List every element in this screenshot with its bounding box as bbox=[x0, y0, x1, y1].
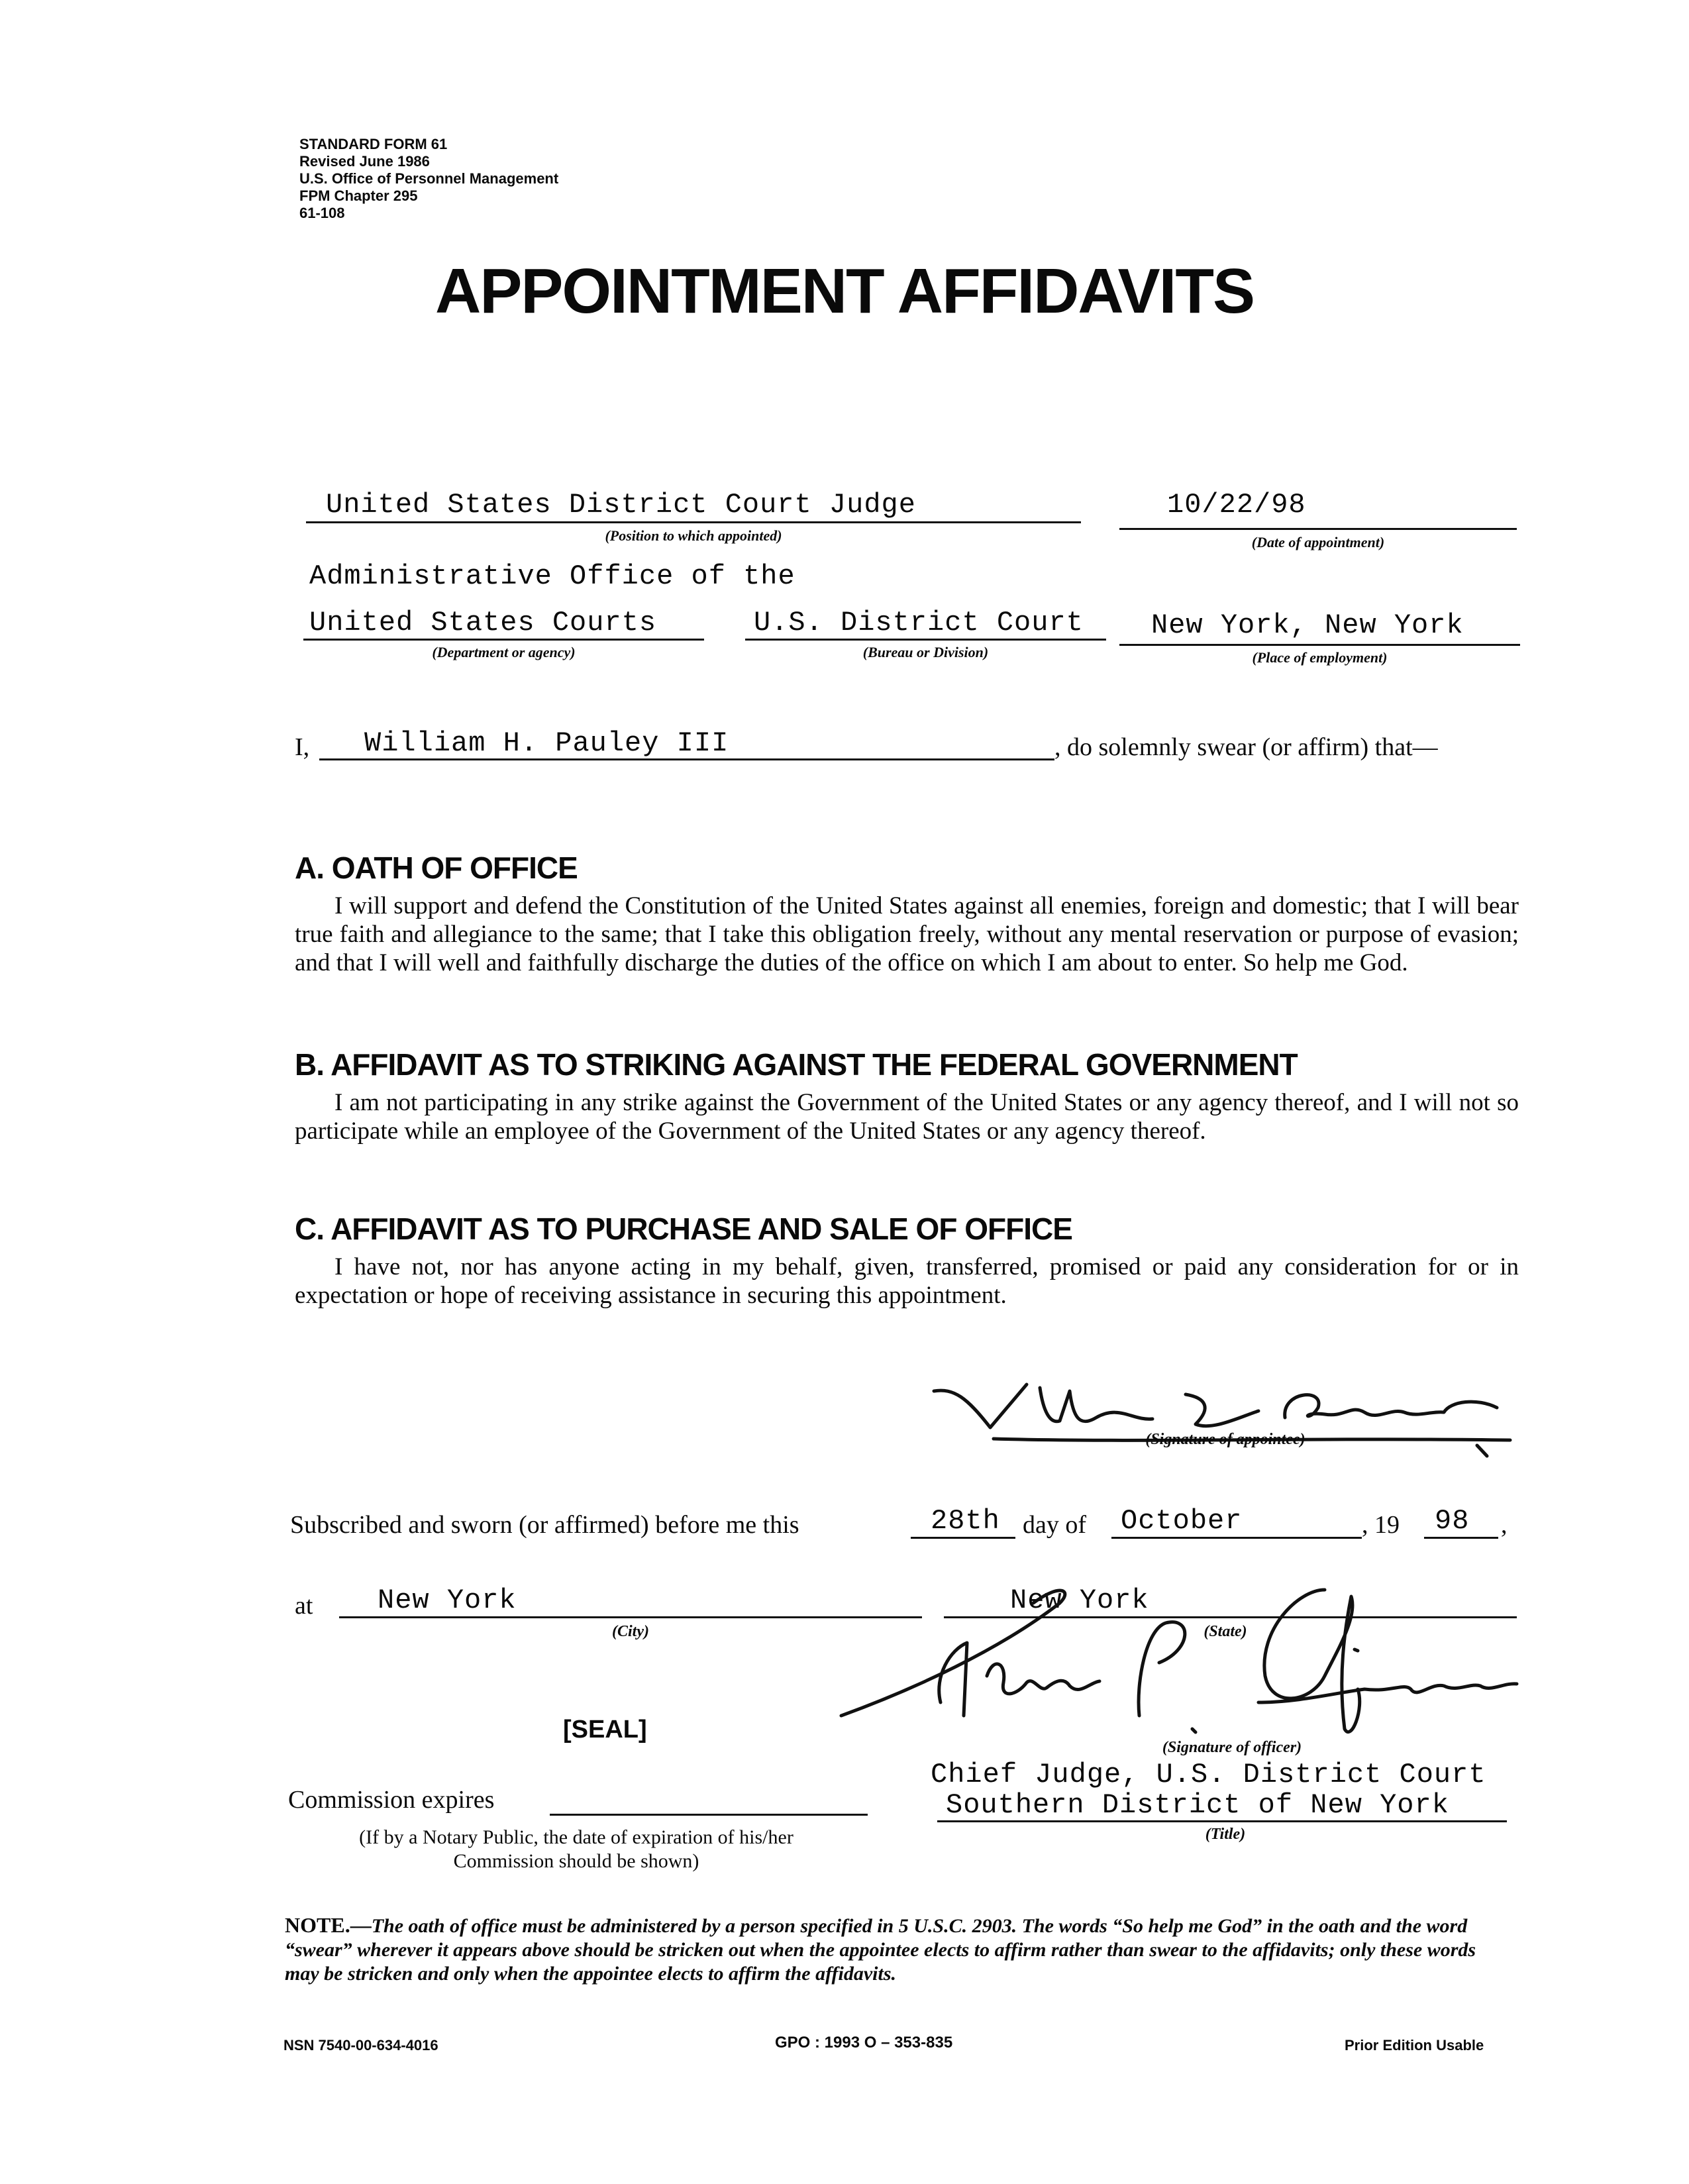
commission-line bbox=[550, 1814, 868, 1816]
bureau-caption: (Bureau or Division) bbox=[862, 644, 989, 660]
sworn-year-suffix: , bbox=[1501, 1511, 1508, 1539]
date-line bbox=[1119, 528, 1517, 530]
form-header bbox=[299, 136, 558, 222]
section-c-text bbox=[295, 1253, 1519, 1310]
footnote-text: The oath of office must be administered by a person specified in 5 U.S.C. 2903. The words “So help me God” in the oath and the word “swear” wherever it appears above should be stricken out when the appointee elects to affirm rather than swear to the affidavits; only these words may be stricken and only when the appointee elects to affirm the affidavits. bbox=[285, 1915, 1476, 1985]
department-value-line1: Administrative Office of the bbox=[309, 560, 795, 592]
appointee-name: William H. Pauley III bbox=[364, 727, 729, 759]
sworn-year-prefix: , 19 bbox=[1362, 1511, 1400, 1539]
form-number: STANDARD FORM 61 bbox=[299, 136, 448, 152]
commission-label: Commission expires bbox=[288, 1786, 495, 1814]
oath-prefix: I, bbox=[295, 733, 310, 761]
city-caption: (City) bbox=[612, 1623, 649, 1640]
officer-title-line bbox=[937, 1820, 1507, 1822]
officer-title-line1: Chief Judge, U.S. District Court bbox=[931, 1759, 1486, 1791]
section-c-title: C. AFFIDAVIT AS TO PURCHASE AND SALE OF OFFICE bbox=[295, 1212, 1072, 1246]
sworn-day-line bbox=[911, 1537, 1015, 1539]
sworn-day: 28th bbox=[931, 1505, 1000, 1537]
department-value-line2: United States Courts bbox=[309, 607, 657, 639]
sworn-year: 98 bbox=[1435, 1505, 1470, 1537]
footer-prior-edition: Prior Edition Usable bbox=[1345, 2037, 1484, 2054]
officer-signature-caption: (Signature of officer) bbox=[1162, 1739, 1302, 1756]
department-line bbox=[303, 639, 704, 641]
officer-signature bbox=[835, 1577, 1523, 1749]
section-a-body: I will support and defend the Constitution of the United States against all enemies, foreign and domestic; that I will bear true faith and allegiance to the same; that I take this obligation freely, without any mental reservation or purpose of evasion; and that I will well and faithfully discharge the duties of the office on which I am about to enter. So help me God. bbox=[295, 892, 1519, 976]
officer-title-caption: (Title) bbox=[1205, 1826, 1246, 1843]
bureau-value: U.S. District Court bbox=[754, 607, 1084, 639]
sworn-year-line bbox=[1424, 1537, 1498, 1539]
form-agency: U.S. Office of Personnel Management bbox=[299, 170, 559, 187]
officer-title-line2: Southern District of New York bbox=[946, 1789, 1449, 1821]
section-a-title: A. OATH OF OFFICE bbox=[295, 851, 578, 885]
section-b-text bbox=[295, 1088, 1519, 1145]
seal-label: [SEAL] bbox=[563, 1716, 647, 1743]
sworn-month: October bbox=[1121, 1505, 1243, 1537]
form-revision: Revised June 1986 bbox=[299, 153, 430, 170]
appointee-name-line bbox=[319, 758, 1054, 760]
state-caption: (State) bbox=[1203, 1623, 1247, 1640]
date-caption: (Date of appointment) bbox=[1251, 534, 1385, 550]
appointee-signature bbox=[927, 1371, 1517, 1464]
section-a-text bbox=[295, 892, 1519, 977]
city-value: New York bbox=[378, 1585, 517, 1616]
department-caption: (Department or agency) bbox=[432, 644, 576, 660]
footnote bbox=[285, 1913, 1504, 1986]
footnote-label: NOTE.— bbox=[285, 1913, 372, 1937]
footer-nsn: NSN 7540-00-634-4016 bbox=[283, 2037, 438, 2054]
place-line bbox=[1119, 644, 1520, 646]
section-b-body: I am not participating in any strike against the Government of the United States or any agency thereof, and I will not so participate while an employee of the Government of the United States or any agency thereof. bbox=[295, 1089, 1519, 1145]
state-value: New York bbox=[1010, 1585, 1149, 1616]
section-c-body: I have not, nor has anyone acting in my behalf, given, transferred, promised or paid any consideration for or in expectation or hope of receiving assistance in securing this appointment. bbox=[295, 1253, 1519, 1309]
section-b-title: B. AFFIDAVIT AS TO STRIKING AGAINST THE FEDERAL GOVERNMENT bbox=[295, 1047, 1298, 1082]
sworn-day-of: day of bbox=[1023, 1511, 1087, 1539]
footer-gpo: GPO : 1993 O – 353-835 bbox=[775, 2034, 953, 2052]
at-label: at bbox=[295, 1592, 313, 1620]
date-value: 10/22/98 bbox=[1167, 489, 1306, 521]
commission-note-line2: Commission should be shown) bbox=[453, 1850, 699, 1872]
commission-note bbox=[285, 1826, 868, 1873]
appointee-signature-caption: (Signature of appointee) bbox=[1145, 1431, 1305, 1448]
position-caption: (Position to which appointed) bbox=[605, 527, 782, 544]
form-code: 61-108 bbox=[299, 205, 345, 221]
position-value: United States District Court Judge bbox=[326, 489, 916, 521]
position-line bbox=[306, 521, 1081, 523]
form-chapter: FPM Chapter 295 bbox=[299, 187, 418, 204]
page-title: APPOINTMENT AFFIDAVITS bbox=[435, 256, 1254, 327]
oath-suffix: , do solemnly swear (or affirm) that— bbox=[1054, 733, 1438, 761]
commission-note-line1: (If by a Notary Public, the date of expiration of his/her bbox=[359, 1826, 793, 1848]
sworn-prefix: Subscribed and sworn (or affirmed) before me this bbox=[290, 1511, 799, 1539]
place-value: New York, New York bbox=[1151, 609, 1464, 641]
sworn-month-line bbox=[1111, 1537, 1362, 1539]
bureau-line bbox=[745, 639, 1106, 641]
place-caption: (Place of employment) bbox=[1252, 649, 1388, 666]
